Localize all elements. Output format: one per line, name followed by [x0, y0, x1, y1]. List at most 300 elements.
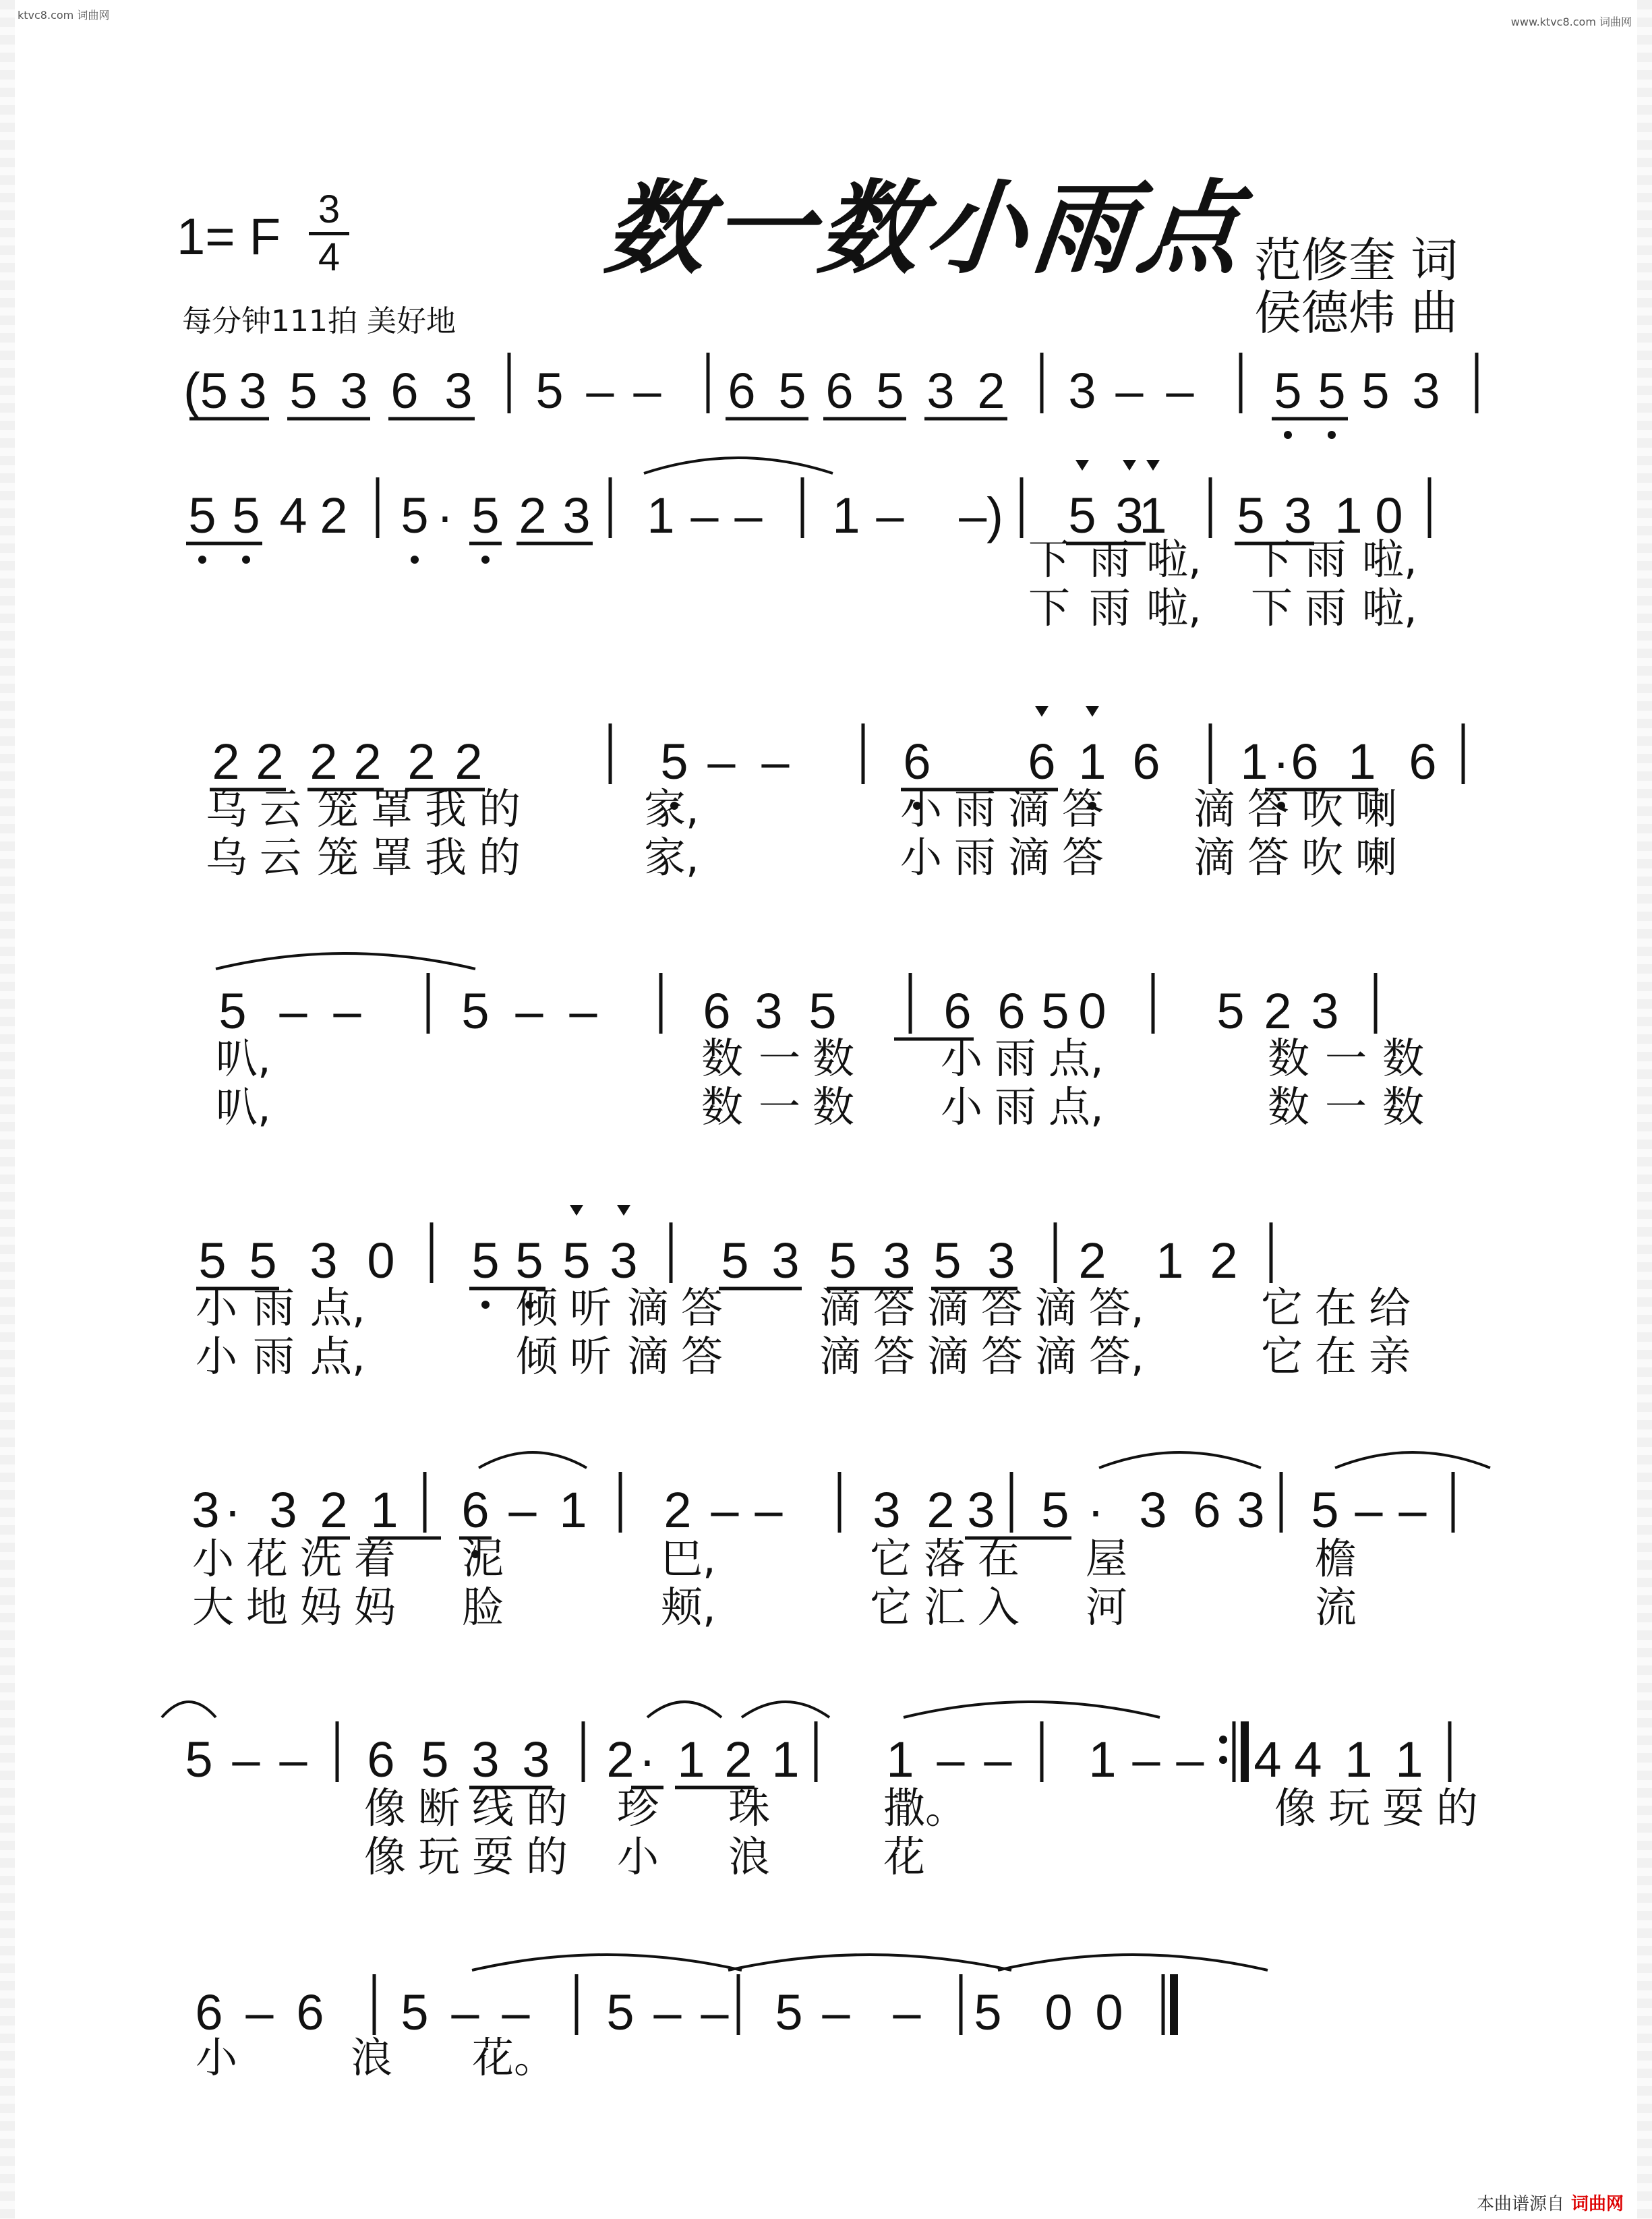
lyric-syllable: 答 [1062, 833, 1104, 882]
high-octave-mark [1035, 706, 1049, 717]
note: 6 [703, 983, 731, 1039]
high-octave-mark [1086, 706, 1099, 717]
note: 3 [987, 1233, 1015, 1289]
note: 5 [775, 1984, 803, 2040]
note: 3 [1311, 983, 1339, 1039]
lyric-syllable: 啦, [1362, 535, 1417, 584]
note: 4 [279, 487, 307, 543]
low-octave-dot [481, 1301, 490, 1309]
lyric-syllable: 听 [570, 1332, 612, 1381]
note: 6 [1028, 734, 1056, 790]
lyric-syllable: 落 [924, 1534, 966, 1583]
lyric-syllable: 它 [870, 1534, 912, 1583]
lyric-syllable: 的 [1436, 1783, 1479, 1833]
lyric-syllable: 我 [425, 784, 467, 833]
low-octave-dot [481, 556, 490, 564]
dash-note: – [1355, 1482, 1383, 1538]
note: 5 [249, 1233, 277, 1289]
lyric-syllable: 一 [759, 1082, 801, 1131]
slur [216, 953, 475, 969]
lyric-syllable: 雨 [1089, 535, 1131, 584]
note: 2 [606, 1732, 635, 1787]
note: 3 [771, 1233, 800, 1289]
low-octave-dot [1284, 431, 1292, 439]
lyric-syllable: 亲 [1369, 1332, 1411, 1381]
note: 5 [185, 1732, 213, 1787]
note: 3 [926, 363, 955, 419]
note: 1 [1240, 734, 1268, 790]
note: 5 [1068, 487, 1096, 543]
dash-note: – [1398, 1482, 1427, 1538]
note: 3 [883, 1233, 911, 1289]
lyric-syllable: 喇 [1355, 833, 1398, 882]
dash-note: – [1115, 363, 1144, 419]
lyric-syllable: 答, [1089, 1332, 1144, 1381]
high-octave-mark [570, 1205, 583, 1216]
lyric-syllable: 脸 [462, 1582, 504, 1632]
note: 5 [471, 487, 500, 543]
note: 2 [309, 734, 338, 790]
lyric-syllable: 它 [870, 1582, 912, 1632]
lyric-syllable: 啦, [1146, 535, 1202, 584]
dot-note: · [1087, 1482, 1104, 1538]
lyric-syllable: 家, [644, 833, 699, 882]
note: 1 [1078, 734, 1107, 790]
note: 3 [239, 363, 267, 419]
lyric-syllable: 小 [941, 1082, 983, 1131]
slur [998, 1955, 1268, 1970]
lyric-syllable: 答 [873, 1332, 916, 1381]
note: 3 [1068, 363, 1096, 419]
lyric-syllable: 答 [1247, 784, 1290, 833]
low-octave-dot [1328, 431, 1336, 439]
slur [162, 1702, 216, 1717]
note: 2 [926, 1482, 955, 1538]
lyric-syllable: 的 [479, 784, 521, 833]
lyric-syllable: 花。 [472, 2033, 556, 2082]
note: 3 [1412, 363, 1440, 419]
lyric-syllable: 雨 [995, 1034, 1037, 1083]
lyric-syllable: 汇 [924, 1582, 966, 1632]
note: 3 [1237, 1482, 1265, 1538]
lyric-syllable: 答 [681, 1283, 724, 1332]
note: 3 [1115, 487, 1144, 543]
repeat-dot [1219, 1756, 1227, 1764]
lyric-syllable: 答 [681, 1332, 724, 1381]
note: 2 [519, 487, 547, 543]
note: 1 [1088, 1732, 1117, 1787]
lyric-syllable: 滴 [927, 1332, 970, 1381]
lyric-syllable: 珠 [728, 1783, 771, 1833]
note: 5 [471, 1233, 500, 1289]
note: 5 [289, 363, 318, 419]
note: 0 [1375, 487, 1403, 543]
note: 3 [873, 1482, 901, 1538]
lyric-syllable: 点, [1049, 1034, 1104, 1083]
note: 2 [212, 734, 240, 790]
note: 3 [562, 487, 591, 543]
lyric-syllable: 小 [900, 784, 943, 833]
lyric-syllable: 像 [1274, 1783, 1317, 1833]
lyric-syllable: 啦, [1362, 583, 1417, 632]
lyric-syllable: 花 [883, 1832, 926, 1881]
lyric-syllable: 泥 [462, 1534, 504, 1583]
note: 5 [401, 487, 429, 543]
lyric-syllable: 妈 [300, 1582, 343, 1632]
note: 1 [1139, 487, 1167, 543]
lyric-syllable: 屋 [1086, 1534, 1128, 1583]
lyric-syllable: 的 [526, 1832, 568, 1881]
lyric-syllable: 在 [1315, 1283, 1357, 1332]
lyric-syllable: 流 [1315, 1582, 1357, 1632]
note: 1 [771, 1732, 800, 1787]
note: 3 [309, 1233, 338, 1289]
lyric-syllable: 我 [425, 833, 467, 882]
dash-note: – [707, 734, 736, 790]
note: 5 [1274, 363, 1302, 419]
lyric-syllable: 小 [196, 2033, 238, 2082]
note: 5 [829, 1233, 857, 1289]
note: 1 [647, 487, 675, 543]
lyric-syllable: 大 [192, 1582, 235, 1632]
lyric-syllable: 入 [978, 1582, 1020, 1632]
lyric-syllable: 数 [1382, 1034, 1425, 1083]
note: 4 [1294, 1732, 1322, 1787]
note: 5 [808, 983, 837, 1039]
lyric-syllable: 滴 [927, 1283, 970, 1332]
lyric-syllable: 玩 [418, 1832, 461, 1881]
lyric-syllable: 巴, [661, 1534, 716, 1583]
note: 2 [663, 1482, 692, 1538]
note: 4 [1253, 1732, 1282, 1787]
dash-note: – [515, 983, 543, 1039]
lyric-syllable: 雨 [1089, 583, 1131, 632]
lyric-syllable: 滴 [819, 1332, 862, 1381]
note: 6 [461, 1482, 490, 1538]
dash-note: – [653, 1984, 682, 2040]
lyric-syllable: 浪 [728, 1832, 771, 1881]
slur [728, 1955, 1011, 1970]
composer-credit: 侯德炜 曲 [1254, 285, 1458, 341]
note: 1 [1345, 1732, 1373, 1787]
lyric-syllable: 一 [1325, 1082, 1367, 1131]
note: 3 [191, 1482, 220, 1538]
note: 5 [421, 1732, 449, 1787]
note: 5 [974, 1984, 1002, 2040]
time-signature-top: 3 [318, 187, 341, 231]
repeat-dot [1219, 1736, 1227, 1744]
lyric-syllable: 数 [1382, 1082, 1425, 1131]
slur [647, 1702, 721, 1717]
note: 6 [195, 1984, 223, 2040]
note: 5 [461, 983, 490, 1039]
lyric-syllable: 数 [1268, 1082, 1310, 1131]
lyric-syllable: 花 [246, 1534, 289, 1583]
slur [904, 1702, 1160, 1717]
dash-note: – [1132, 1732, 1160, 1787]
note: 5 [218, 983, 247, 1039]
note: 6 [1193, 1482, 1221, 1538]
dash-note: – [690, 487, 719, 543]
dash-note: – [1166, 363, 1194, 419]
note: 0 [1044, 1984, 1073, 2040]
lyric-syllable: 数 [1268, 1034, 1310, 1083]
note: 5 [1237, 487, 1265, 543]
dash-note: – [876, 487, 904, 543]
note: 3 [340, 363, 368, 419]
lyric-syllable: 笼 [317, 833, 359, 882]
note: 5 [778, 363, 806, 419]
note: 6 [728, 363, 756, 419]
dash-note: – [1176, 1732, 1204, 1787]
note: 1 [886, 1732, 914, 1787]
lyric-syllable: 倾 [516, 1332, 558, 1381]
lyric-syllable: 一 [759, 1034, 801, 1083]
note: 3 [610, 1233, 638, 1289]
note: 1 [1156, 1233, 1184, 1289]
lyric-syllable: 点, [1049, 1082, 1104, 1131]
lyric-syllable: 雨 [253, 1332, 295, 1381]
dash-note: – [984, 1732, 1012, 1787]
lyric-syllable: 给 [1369, 1283, 1411, 1332]
note: 3 [1139, 1482, 1167, 1538]
note: 6 [367, 1732, 395, 1787]
site-watermark-top-right: www.ktvc8.com 词曲网 [1510, 16, 1632, 28]
note: 1 [1395, 1732, 1423, 1787]
dash-note: – [569, 983, 597, 1039]
dash-note: – [279, 1732, 307, 1787]
note: 2 [320, 1482, 348, 1538]
slur [1099, 1452, 1261, 1468]
lyric-syllable: 耍 [472, 1832, 514, 1881]
dash-note: – [633, 363, 661, 419]
lyric-syllable: 点, [310, 1332, 365, 1381]
lyric-syllable: 啦, [1146, 583, 1202, 632]
high-octave-mark [1146, 460, 1160, 471]
dash-note: – [734, 487, 763, 543]
dot-note: · [1272, 734, 1290, 790]
dash-note: – [245, 1984, 274, 2040]
lyric-syllable: 妈 [354, 1582, 396, 1632]
dot-note: · [639, 1732, 656, 1787]
dash-note: – [711, 1482, 739, 1538]
lyric-syllable: 答 [1062, 784, 1104, 833]
dash-note: – [822, 1984, 850, 2040]
lyric-syllable: 叭, [216, 1082, 271, 1131]
note: 5 [1361, 363, 1390, 419]
note: 6 [997, 983, 1026, 1039]
lyric-syllable: 滴 [1193, 833, 1236, 882]
note: 3 [471, 1732, 500, 1787]
lyric-syllable: 点, [310, 1283, 365, 1332]
dash-note: – [279, 983, 307, 1039]
slur [479, 1452, 587, 1468]
slur [472, 1955, 742, 1970]
note: 5 [933, 1233, 962, 1289]
footer-source: 本曲谱源自 [1477, 2194, 1565, 2214]
lyric-syllable: 下 [1251, 535, 1293, 584]
lyric-syllable: 它 [1261, 1332, 1303, 1381]
note: 0 [1078, 983, 1107, 1039]
lyric-syllable: 下 [1028, 583, 1071, 632]
note: 5 [515, 1233, 543, 1289]
dash-note: – [761, 734, 790, 790]
note: 2 [407, 734, 436, 790]
lyric-syllable: 云 [260, 784, 302, 833]
dash-note: – [508, 1482, 537, 1538]
lyric-syllable: 乌 [206, 784, 248, 833]
lyric-syllable: 撒。 [883, 1783, 968, 1833]
note: 3 [967, 1482, 995, 1538]
note: 5 [232, 487, 260, 543]
note: 3 [522, 1732, 550, 1787]
note: 6 [1291, 734, 1319, 790]
lyric-syllable: 答 [873, 1283, 916, 1332]
note: 5 [876, 363, 904, 419]
lyric-syllable: 云 [260, 833, 302, 882]
lyric-syllable: 乌 [206, 833, 248, 882]
lyric-syllable: 小 [192, 1534, 235, 1583]
note: 1 [1348, 734, 1376, 790]
lyric-syllable: 数 [701, 1034, 744, 1083]
note: 5 [562, 1233, 591, 1289]
lyric-syllable: 它 [1261, 1283, 1303, 1332]
low-octave-dot [198, 556, 206, 564]
lyric-syllable: 洗 [300, 1534, 343, 1583]
note: 2 [454, 734, 483, 790]
lyric-syllable: 滴 [627, 1283, 670, 1332]
note: 5 [1041, 983, 1069, 1039]
dash-note: – [937, 1732, 965, 1787]
note: 2 [724, 1732, 753, 1787]
dash-note: – [893, 1984, 921, 2040]
lyric-syllable: 滴 [1193, 784, 1236, 833]
lyric-syllable: 地 [246, 1582, 289, 1632]
note: 1 [677, 1732, 705, 1787]
lyric-syllable: 喇 [1355, 784, 1398, 833]
note: 0 [367, 1233, 395, 1289]
low-octave-dot [242, 556, 250, 564]
note: 2 [256, 734, 284, 790]
note: 5 [188, 487, 216, 543]
lyric-syllable: 答 [981, 1332, 1024, 1381]
lyric-syllable: 雨 [954, 833, 997, 882]
note: 6 [943, 983, 972, 1039]
lyric-syllable: 滴 [819, 1283, 862, 1332]
lyric-syllable: 像 [364, 1783, 407, 1833]
note: 5 [721, 1233, 749, 1289]
note: 1 [832, 487, 860, 543]
note: –) [959, 487, 1003, 543]
lyric-syllable: 一 [1325, 1034, 1367, 1083]
note: 5 [401, 1984, 429, 2040]
lyric-syllable: 的 [526, 1783, 568, 1833]
lyric-syllable: 答 [981, 1283, 1024, 1332]
lyric-syllable: 数 [813, 1034, 855, 1083]
note: 2 [353, 734, 382, 790]
footer-brand: 词曲网 [1571, 2194, 1624, 2214]
note: 2 [1078, 1233, 1107, 1289]
lyric-syllable: 雨 [1305, 535, 1347, 584]
lyric-syllable: 线 [472, 1783, 514, 1833]
lyric-syllable: 檐 [1315, 1534, 1357, 1583]
lyric-syllable: 小 [196, 1332, 238, 1381]
note: 0 [1095, 1984, 1123, 2040]
note: 5 [1041, 1482, 1069, 1538]
note: 5 [1318, 363, 1346, 419]
lyric-syllable: 听 [570, 1283, 612, 1332]
lyric-syllable: 断 [418, 1783, 461, 1833]
note: 2 [320, 487, 348, 543]
lyric-syllable: 罩 [371, 833, 413, 882]
note: 3 [269, 1482, 297, 1538]
dot-note: · [224, 1482, 241, 1538]
lyric-syllable: 滴 [1008, 833, 1051, 882]
lyric-syllable: 答, [1089, 1283, 1144, 1332]
lyric-syllable: 下 [1028, 535, 1071, 584]
lyric-syllable: 答 [1247, 833, 1290, 882]
note: 1 [1334, 487, 1363, 543]
note: 5 [660, 734, 688, 790]
slur [644, 458, 833, 473]
high-octave-mark [1075, 460, 1089, 471]
lyric-syllable: 笼 [317, 784, 359, 833]
lyric-syllable: 叭, [216, 1034, 271, 1083]
lyric-syllable: 雨 [253, 1283, 295, 1332]
note: 1 [370, 1482, 399, 1538]
lyric-syllable: 雨 [995, 1082, 1037, 1131]
lyric-syllable: 珍 [617, 1783, 659, 1833]
dash-note: – [502, 1984, 530, 2040]
note: 6 [1132, 734, 1160, 790]
dot-note: · [436, 487, 454, 543]
lyric-syllable: 玩 [1328, 1783, 1371, 1833]
lyric-syllable: 吹 [1301, 784, 1344, 833]
lyric-syllable: 的 [479, 833, 521, 882]
dash-note: – [333, 983, 361, 1039]
lyric-syllable: 数 [813, 1082, 855, 1131]
note: 1 [559, 1482, 587, 1538]
slur [1335, 1452, 1490, 1468]
note: 5 [535, 363, 564, 419]
dash-note: – [451, 1984, 479, 2040]
dash-note: – [232, 1732, 260, 1787]
lyric-syllable: 倾 [516, 1283, 558, 1332]
dash-note: – [755, 1482, 783, 1538]
note: 5 [606, 1984, 635, 2040]
tempo-marking: 每分钟111拍 美好地 [182, 304, 456, 338]
lyric-syllable: 下 [1251, 583, 1293, 632]
note: 2 [1210, 1233, 1238, 1289]
note: 3 [755, 983, 783, 1039]
time-signature-bottom: 4 [318, 235, 341, 279]
site-watermark-top-left: ktvc8.com 词曲网 [18, 9, 110, 22]
lyric-syllable: 在 [978, 1534, 1020, 1583]
lyric-syllable: 颊, [661, 1582, 716, 1632]
low-octave-dot [411, 556, 419, 564]
note: 3 [1284, 487, 1312, 543]
high-octave-mark [1123, 460, 1136, 471]
song-title: 数一数小雨点 [599, 169, 1251, 288]
lyric-syllable: 耍 [1382, 1783, 1425, 1833]
high-octave-mark [617, 1205, 630, 1216]
lyric-syllable: 在 [1315, 1332, 1357, 1381]
lyric-syllable: 罩 [371, 784, 413, 833]
lyric-syllable: 吹 [1301, 833, 1344, 882]
note: 5 [1216, 983, 1245, 1039]
note: 2 [1264, 983, 1292, 1039]
lyric-syllable: 家, [644, 784, 699, 833]
